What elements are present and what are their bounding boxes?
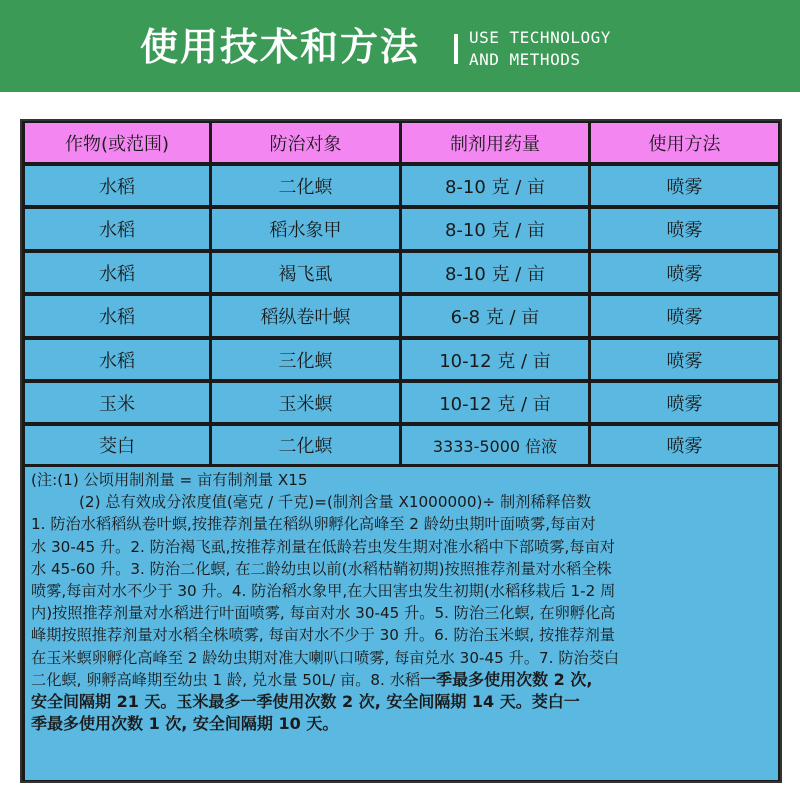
header-banner xyxy=(0,0,800,92)
note-bold-text: 一季最多使用次数 2 次, xyxy=(420,669,593,689)
table-cell-target: 二化螟 xyxy=(212,166,399,205)
table-cell-crop: 水稻 xyxy=(25,166,209,205)
note-line: (注:(1) 公顷用制剂量 = 亩有制剂量 X15 xyxy=(31,471,308,489)
note-line: 水 45-60 升。3. 防治二化螟, 在二龄幼虫以前(水稻枯鞘初期)按照推荐剂量对水稻全株 xyxy=(31,559,612,578)
note-line-bold: 季最多使用次数 1 次, 安全间隔期 10 天。 xyxy=(31,714,339,734)
table-cell-target: 二化螟 xyxy=(212,426,399,464)
note-text: 二化螟, 卵孵高峰期至幼虫 1 龄, 兑水量 50L/ 亩。8. 水稻 xyxy=(31,670,421,689)
table-cell-target: 褐飞虱 xyxy=(212,253,399,292)
table-cell-crop: 茭白 xyxy=(25,426,209,464)
table-cell-dosage: 3333-5000 倍液 xyxy=(402,426,588,464)
note-bold-text: 玉米最多一季使用次数 2 次, 安全间隔期 14 天。 xyxy=(176,692,532,712)
table-cell-dosage: 6-8 克 / 亩 xyxy=(402,296,588,336)
table-cell-method: 喷雾 xyxy=(591,296,778,336)
table-cell-method: 喷雾 xyxy=(591,209,778,249)
note-line: (2) 总有效成分浓度值(毫克 / 千克)=(制剂含量 X1000000)÷ 制剂稀释倍数 xyxy=(79,493,592,512)
note-bold-text: 安全间隔期 21 天。 xyxy=(31,692,177,712)
table-cell-crop: 水稻 xyxy=(25,253,209,292)
note-line: 1. 防治水稻稻纵卷叶螟,按推荐剂量在稻纵卵孵化高峰至 2 龄幼虫期叶面喷雾,每亩对 xyxy=(31,515,596,534)
note-line: 水 30-45 升。2. 防治褐飞虱,按推荐剂量在低龄若虫发生期对准水稻中下部喷雾,每亩对 xyxy=(31,537,615,556)
table-cell-method: 喷雾 xyxy=(591,253,778,292)
table-cell-target: 稻水象甲 xyxy=(212,209,399,249)
note-line: 喷雾,每亩对水不少于 30 升。4. 防治稻水象甲,在大田害虫发生初期(水稻移栽后 1-2 周 xyxy=(31,582,616,601)
table-cell-crop: 水稻 xyxy=(25,296,209,336)
table-cell-target: 玉米螟 xyxy=(212,383,399,422)
table-cell-crop: 水稻 xyxy=(25,209,209,249)
usage-notes xyxy=(25,467,778,780)
page-title: 使用技术和方法 xyxy=(140,25,421,69)
note-line: 在玉米螟卵孵化高峰至 2 龄幼虫期对准大喇叭口喷雾, 每亩兑水 30-45 升。7. 防治茭白 xyxy=(31,648,620,667)
table-cell-dosage: 8-10 克 / 亩 xyxy=(402,166,588,205)
table-header-target: 防治对象 xyxy=(212,123,399,162)
note-line: 内)按照推荐剂量对水稻进行叶面喷雾, 每亩对水 30-45 升。5. 防治三化螟, 在卵孵化高 xyxy=(31,604,616,623)
table-cell-method: 喷雾 xyxy=(591,426,778,464)
table-cell-method: 喷雾 xyxy=(591,340,778,379)
table-cell-crop: 玉米 xyxy=(25,383,209,422)
note-bold-text: 茭白一 xyxy=(531,692,580,712)
table-header-crop: 作物(或范围) xyxy=(25,123,209,162)
subtitle-line-1: USE TECHNOLOGY xyxy=(469,28,611,47)
note-line-bold xyxy=(31,691,772,713)
table-cell-method: 喷雾 xyxy=(591,383,778,422)
table-cell-method: 喷雾 xyxy=(591,166,778,205)
table-cell-target: 三化螟 xyxy=(212,340,399,379)
page-subtitle xyxy=(469,27,611,71)
table-cell-crop: 水稻 xyxy=(25,340,209,379)
subtitle-line-2: AND METHODS xyxy=(469,50,581,69)
table-cell-dosage: 10-12 克 / 亩 xyxy=(402,383,588,422)
note-line: 峰期按照推荐剂量对水稻全株喷雾, 每亩对水不少于 30 升。6. 防治玉米螟, 按推荐剂量 xyxy=(31,626,615,645)
table-cell-dosage: 8-10 克 / 亩 xyxy=(402,209,588,249)
table-cell-dosage: 10-12 克 / 亩 xyxy=(402,340,588,379)
table-header-dosage: 制剂用药量 xyxy=(402,123,588,162)
note-line xyxy=(31,669,772,691)
table-cell-target: 稻纵卷叶螟 xyxy=(212,296,399,336)
table-cell-dosage: 8-10 克 / 亩 xyxy=(402,253,588,292)
title-divider xyxy=(454,34,458,64)
table-header-method: 使用方法 xyxy=(591,123,778,162)
